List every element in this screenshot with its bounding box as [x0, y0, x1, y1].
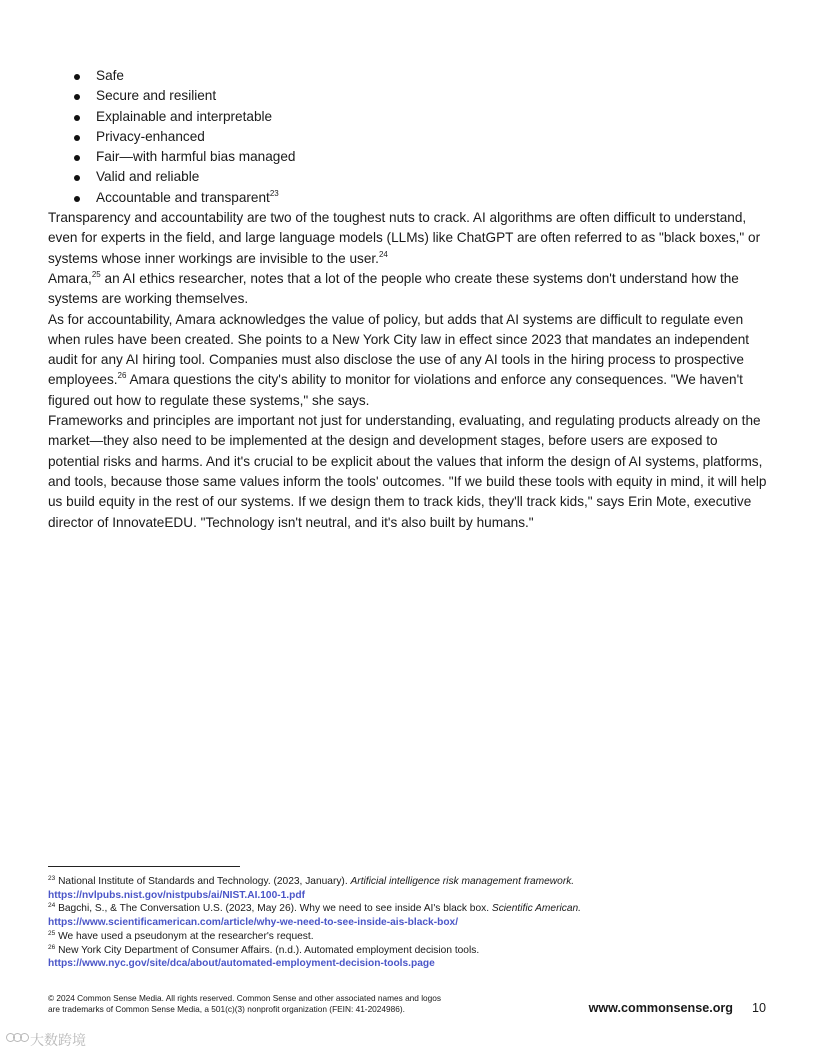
footnote-ref-24[interactable]: 24	[378, 249, 388, 259]
paragraph-frameworks: Frameworks and principles are important not just for understanding, evaluating, and regulating products already on the market—they also need to be implemented at the design and development stages, before users are exposed to potential risks and harms. And it's crucial to be explicit about the values that inform the design of AI systems, platforms, and tools, because those same values inform the tools' outcomes. "If we build these tools with equity in mind, it will help us build equity in the rest of our systems. If we design them to track kids, they'll track kids," says Erin Mote, executive director of InnovateEDU. "Technology isn't neutral, and it's also built by humans."	[48, 413, 767, 530]
list-item: Safe	[48, 66, 770, 86]
list-item: Fair—with harmful bias managed	[48, 147, 770, 167]
watermark-logo-icon	[6, 1033, 28, 1047]
list-item: Secure and resilient	[48, 86, 770, 106]
copyright-notice: © 2024 Common Sense Media. All rights reserved. Common Sense and other associated names and logos are trademarks of Common Sense Media, a 501(c)(3) nonprofit organization (FEIN: 41-2024986).	[48, 993, 442, 1014]
footnotes	[48, 875, 768, 971]
footnote-divider	[48, 866, 240, 867]
list-item: Valid and reliable	[48, 167, 770, 187]
footnote-23: $^{23}$ National Institute of Standards and Technology. (2023, January). Artificial intelligence risk management framework.	[48, 875, 575, 887]
footnote-ref-25[interactable]: 25	[91, 269, 101, 279]
footnote-23-link[interactable]: https://nvlpubs.nist.gov/nistpubs/ai/NIST.AI.100-1.pdf	[48, 889, 305, 901]
footnote-26: $^{26}$ New York City Department of Consumer Affairs. (n.d.). Automated employment decision tools.	[48, 943, 480, 956]
footnote-ref-26[interactable]: 26	[117, 371, 127, 381]
paragraph-transparency: Transparency and accountability are two of the toughest nuts to crack. AI algorithms are often difficult to understand, even for experts in the field, and large language models (LLMs) like ChatGPT are often referred to as "black boxes," or systems whose inner workings are invisible to the user.$^{24}$	[48, 210, 761, 266]
main-content	[48, 66, 770, 533]
footnote-24-link[interactable]: https://www.scientificamerican.com/article/why-we-need-to-see-inside-ais-black-box/	[48, 917, 459, 929]
footnote-ref-23[interactable]: 23	[269, 188, 279, 198]
footnote-25: $^{25}$ We have used a pseudonym at the researcher's request.	[48, 929, 314, 942]
trustworthy-ai-characteristics-list	[48, 66, 770, 208]
list-item: Privacy-enhanced	[48, 127, 770, 147]
paragraph-amara: Amara,$^{25}$ an AI ethics researcher, notes that a lot of the people who create these systems don't understand how the systems are working themselves.	[48, 269, 739, 307]
list-item: Explainable and interpretable	[48, 107, 770, 127]
footnote-24: $^{24}$ Bagchi, S., & The Conversation U.S. (2023, May 26). Why we need to see inside AI's black box. Scientific American.	[48, 902, 581, 915]
page-number: 10	[752, 1001, 767, 1015]
list-item: Accountable and transparent$^{23}$	[48, 188, 770, 208]
paragraph-accountability: As for accountability, Amara acknowledges the value of policy, but adds that AI systems are difficult to regulate even when rules have been created. She points to a New York City law in effect since 2023 that mandates an independent audit for any AI hiring tool. Companies must also disclose the use of any AI tools in the hiring process to prospective employees.$^{26}$ Amara questions the city's ability to monitor for violations and enforce any consequences. "We haven't figured out how to regulate these systems," she says.	[48, 311, 750, 408]
website-link[interactable]: www.commonsense.org	[588, 1001, 733, 1015]
watermark: 大数跨境	[6, 1030, 86, 1050]
footnote-26-link[interactable]: https://www.nyc.gov/site/dca/about/automated-employment-decision-tools.page	[48, 958, 435, 970]
